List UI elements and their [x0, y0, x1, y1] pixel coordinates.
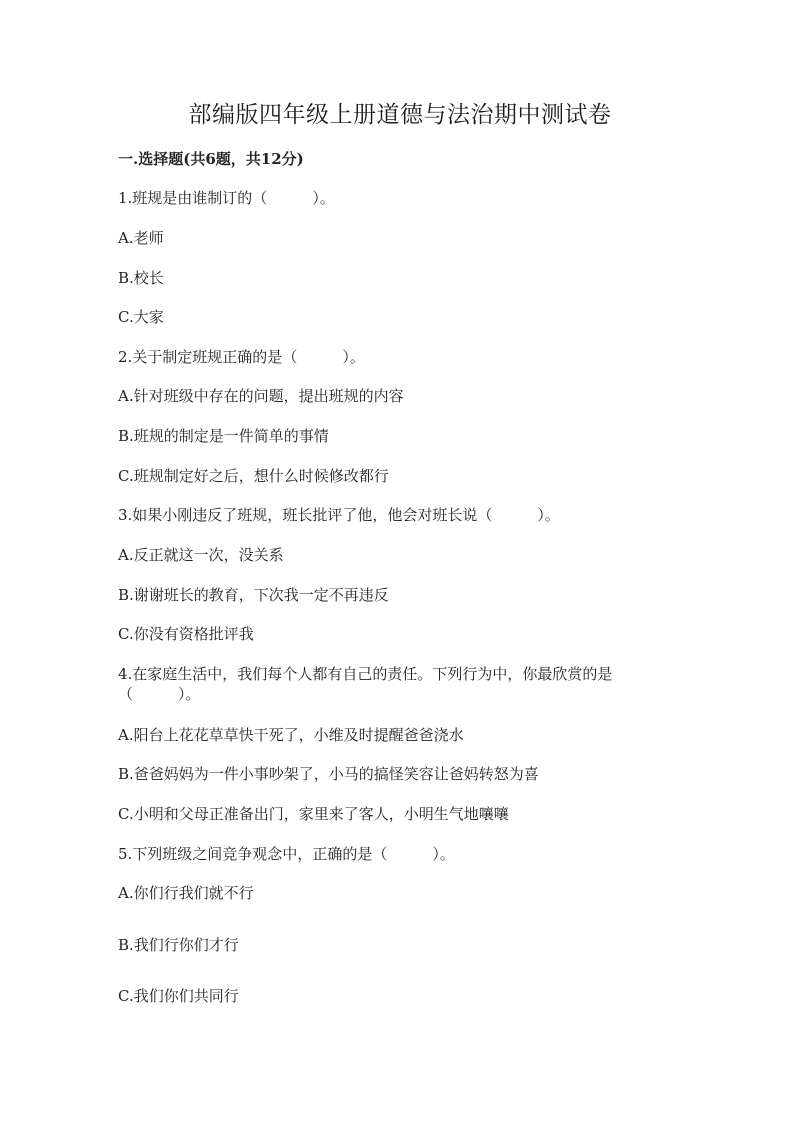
- question-stem: 3.如果小刚违反了班规，班长批评了他，他会对班长说（ ）。: [118, 506, 560, 524]
- option-b: B.谢谢班长的教育，下次我一定不再违反: [118, 586, 389, 604]
- option-b: B.爸爸妈妈为一件小事吵架了，小马的搞怪笑容让爸妈转怒为喜: [118, 765, 539, 783]
- option-c: C.大家: [118, 308, 164, 326]
- option-a: A.老师: [118, 229, 164, 247]
- page-title: 部编版四年级上册道德与法治期中测试卷: [188, 102, 612, 128]
- option-b: B.校长: [118, 269, 164, 287]
- option-a: A.阳台上花花草草快干死了，小维及时提醒爸爸浇水: [118, 726, 464, 744]
- question-stem: 5.下列班级之间竞争观念中，正确的是（ ）。: [118, 845, 455, 863]
- option-a: A.反正就这一次，没关系: [118, 546, 284, 564]
- section-header: 一.选择题(共6题，共12分): [118, 150, 304, 168]
- question-stem: 2.关于制定班规正确的是（ ）。: [118, 348, 365, 366]
- question-stem: 1.班规是由谁制订的（ ）。: [118, 189, 335, 207]
- option-c: C.你没有资格批评我: [118, 625, 254, 643]
- option-c: C.小明和父母正准备出门，家里来了客人，小明生气地嚷嚷: [118, 805, 509, 823]
- option-b: B.我们行你们才行: [118, 936, 239, 954]
- option-c: C.我们你们共同行: [118, 987, 239, 1005]
- option-a: A.针对班级中存在的问题，提出班规的内容: [118, 387, 404, 405]
- question-stem: 4.在家庭生活中，我们每个人都有自己的责任。下列行为中，你最欣赏的是（ ）。: [118, 665, 613, 703]
- option-b: B.班规的制定是一件简单的事情: [118, 427, 329, 445]
- option-c: C.班规制定好之后，想什么时候修改都行: [118, 467, 389, 485]
- option-a: A.你们行我们就不行: [118, 884, 254, 902]
